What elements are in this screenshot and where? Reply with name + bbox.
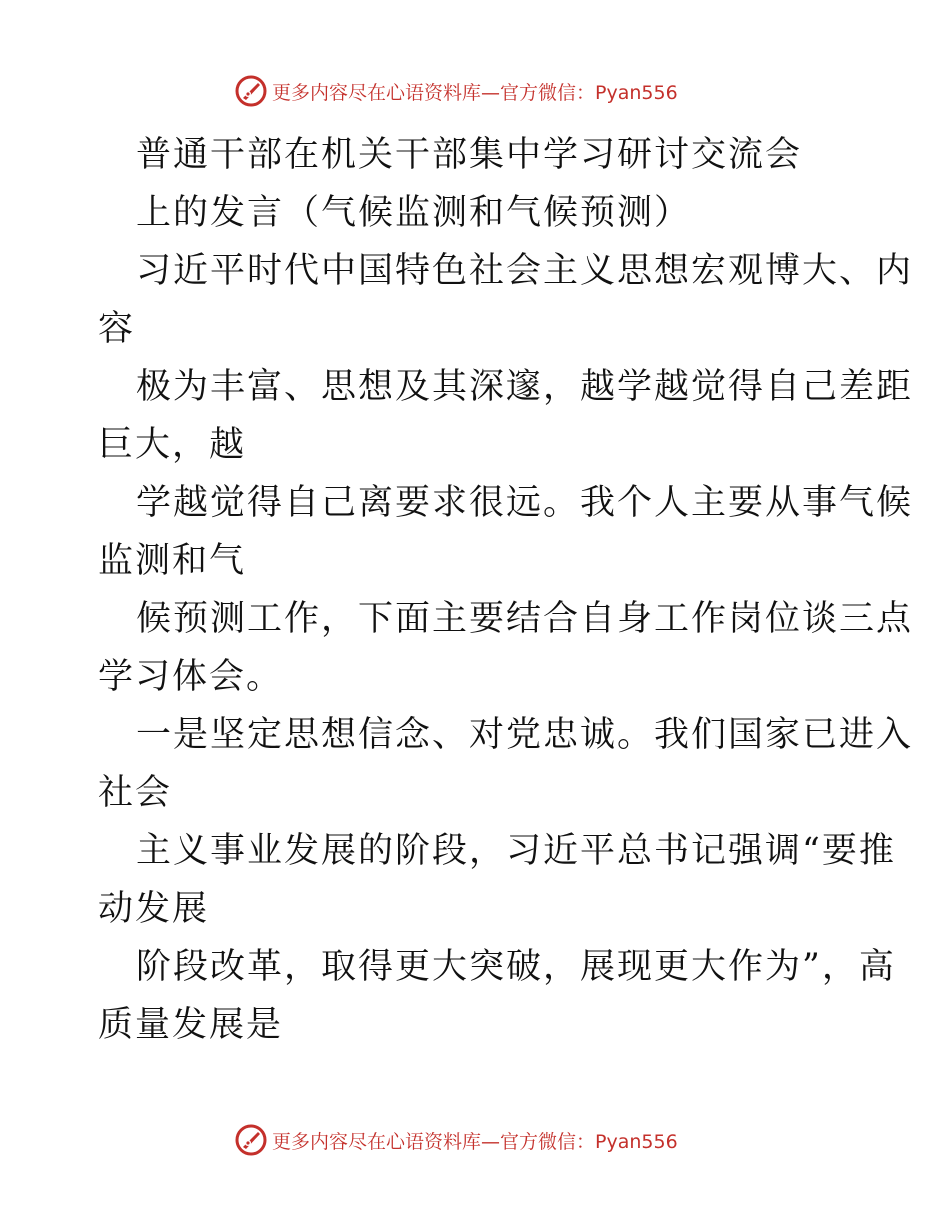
text-line: 学习体会。 — [98, 657, 284, 697]
text-line: 监测和气 — [98, 541, 247, 581]
header-watermark — [234, 73, 678, 109]
quill-seal-icon — [234, 1123, 268, 1157]
text-line: 社会 — [98, 773, 173, 813]
text-line: 习近平时代中国特色社会主义思想宏观博大、内 — [136, 251, 914, 291]
text-line: 阶段改革，取得更大突破，展现更大作为”，高 — [136, 947, 896, 987]
text-line: 极为丰富、思想及其深邃，越学越觉得自己差距 — [136, 367, 914, 407]
text-line: 容 — [98, 309, 136, 349]
watermark-text: 更多内容尽在心语资料库—官方微信：Pyan556 — [272, 81, 678, 104]
text-line: 动发展 — [98, 889, 210, 929]
text-line: 候预测工作，下面主要结合自身工作岗位谈三点 — [136, 599, 914, 639]
footer-watermark — [234, 1122, 678, 1158]
text-line: 质量发展是 — [98, 1005, 284, 1045]
quill-seal-icon — [234, 74, 268, 108]
document-body — [98, 126, 914, 1054]
text-line: 普通干部在机关干部集中学习研讨交流会 — [136, 135, 803, 175]
text-line: 一是坚定思想信念、对党忠诚。我们国家已进入 — [136, 715, 914, 755]
text-line: 巨大，越 — [98, 425, 247, 465]
text-line: 学越觉得自己离要求很远。我个人主要从事气候 — [136, 483, 914, 523]
text-line: 上的发言（气候监测和气候预测） — [136, 193, 692, 233]
text-line: 主义事业发展的阶段，习近平总书记强调“要推 — [136, 831, 896, 871]
watermark-text: 更多内容尽在心语资料库—官方微信：Pyan556 — [272, 1130, 678, 1153]
